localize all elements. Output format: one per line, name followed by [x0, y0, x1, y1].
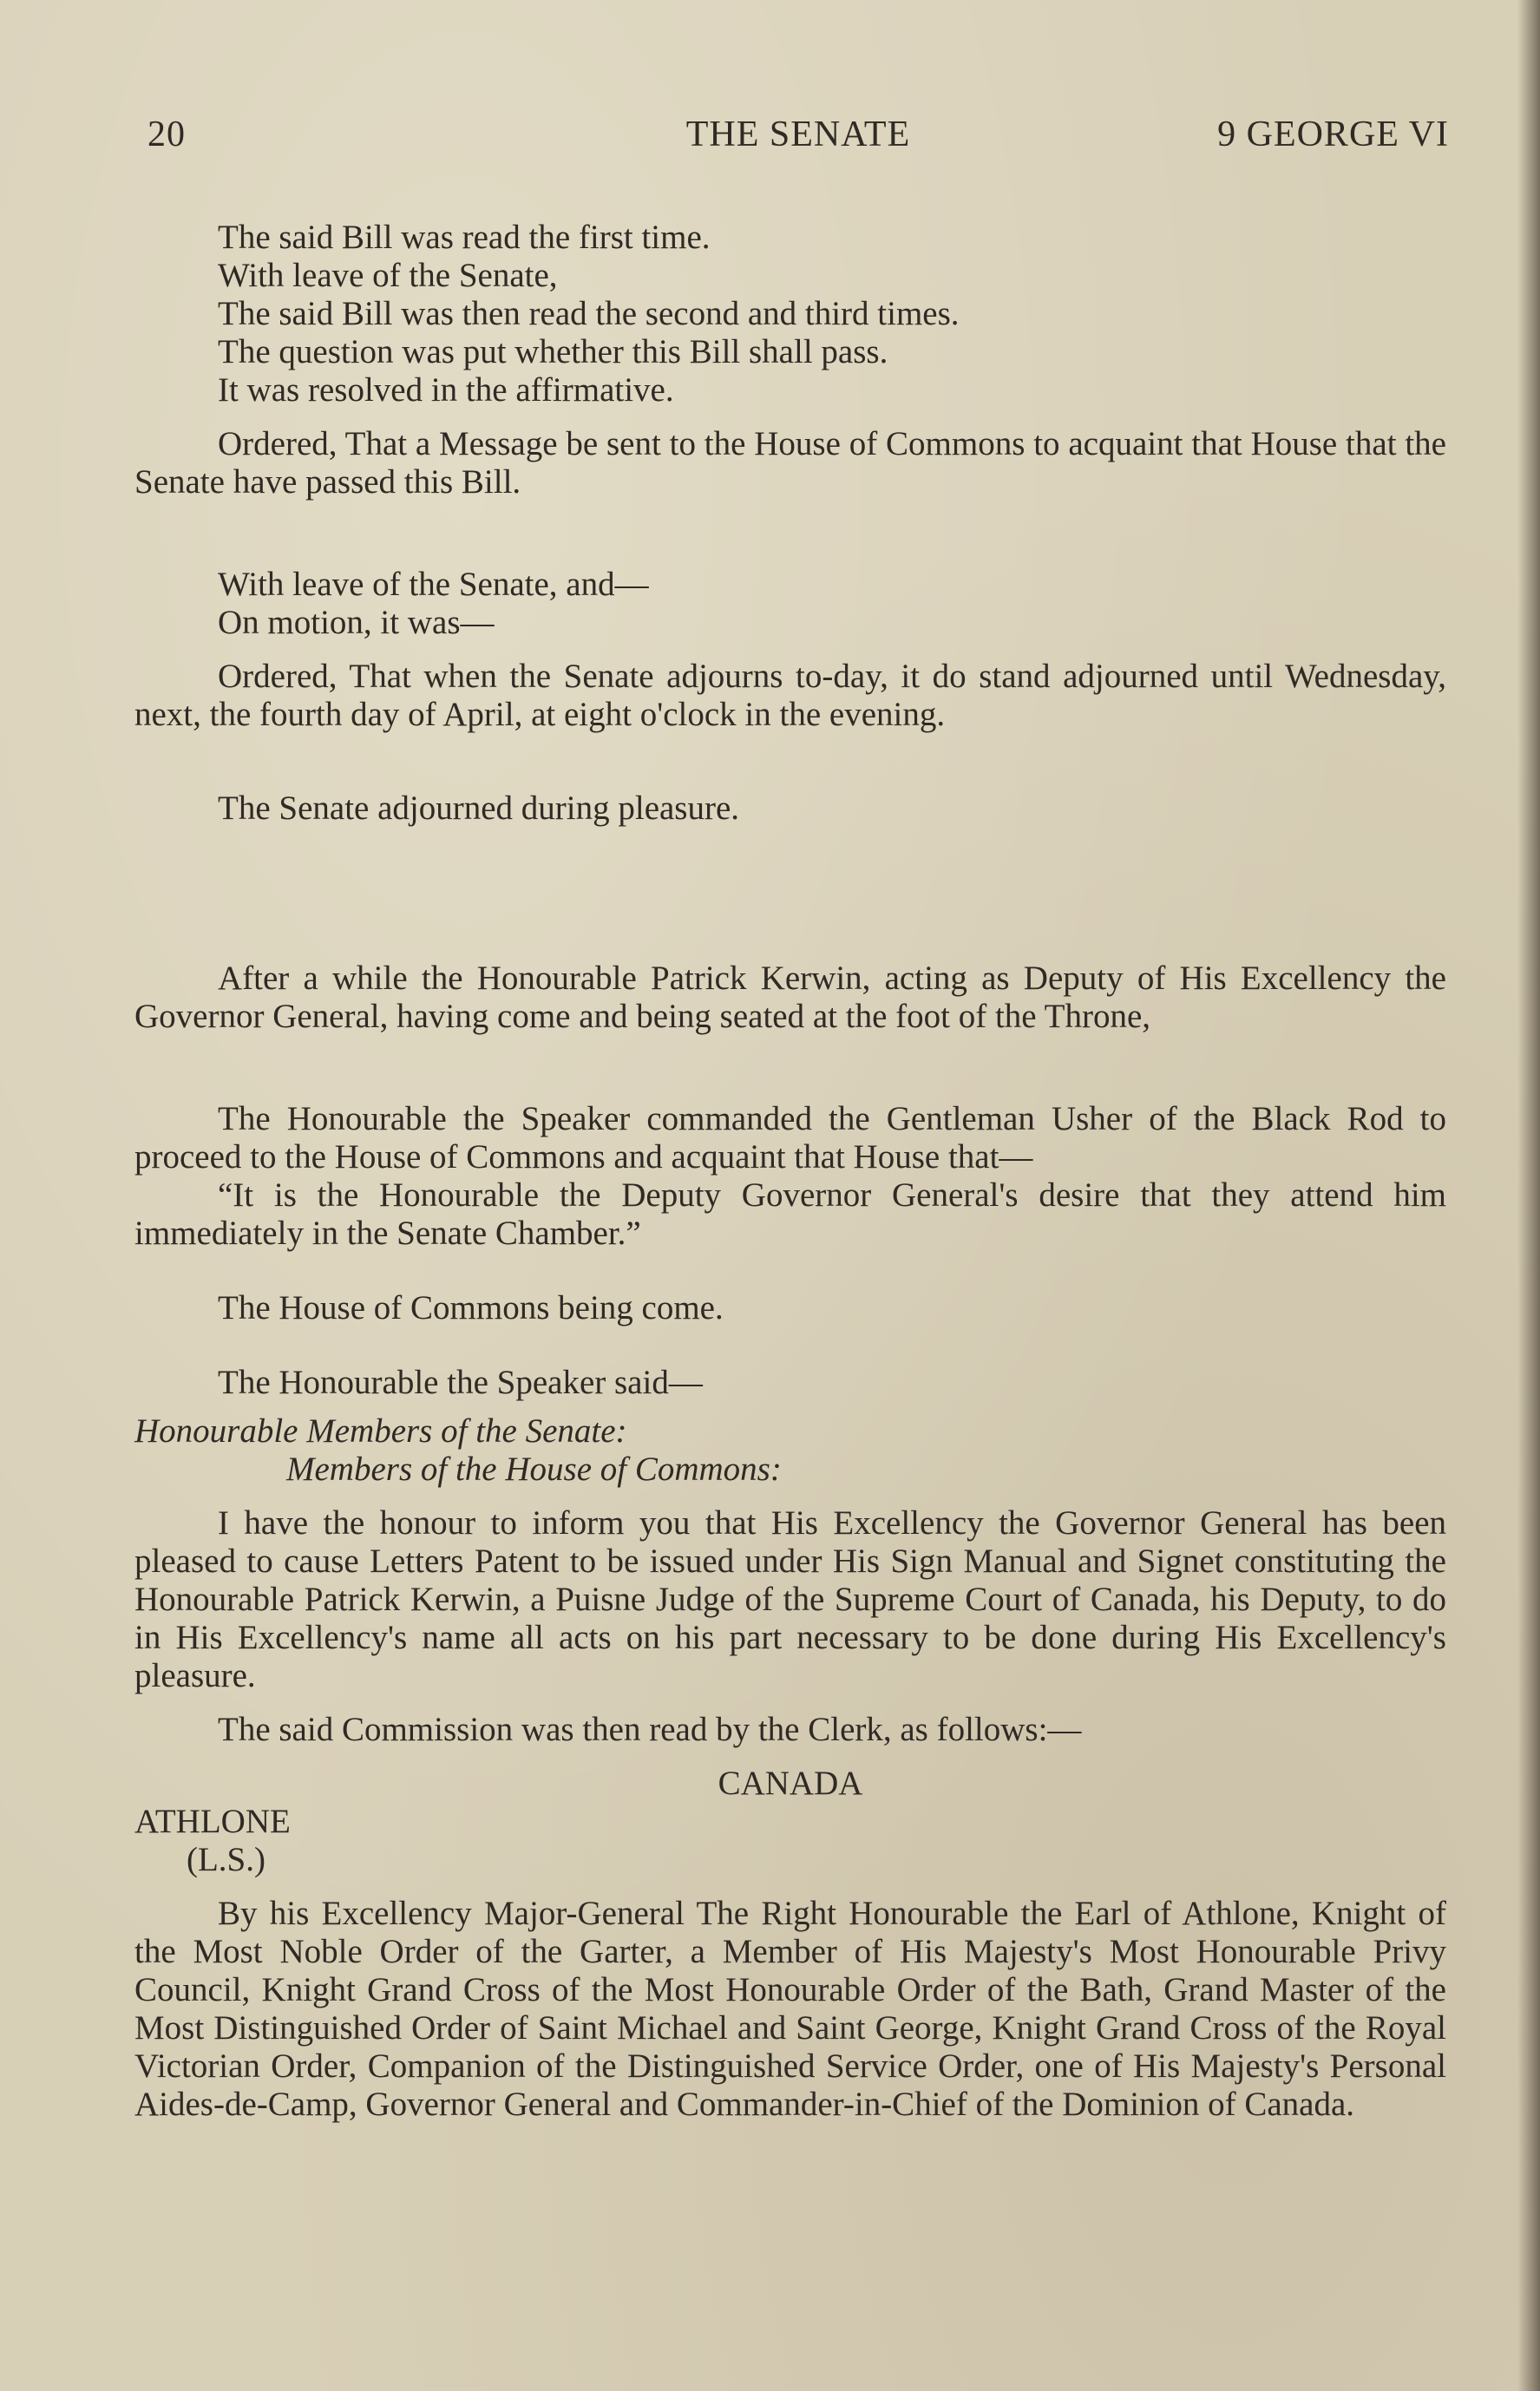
- text-line: The said Bill was read the first time.: [218, 219, 711, 256]
- paragraph-adjourned-pleasure: The Senate adjourned during pleasure.: [218, 789, 740, 827]
- seal-ls: (L.S.): [187, 1841, 265, 1878]
- text-line: On motion, it was—: [218, 604, 495, 641]
- heading-canada: CANADA: [718, 1765, 863, 1802]
- paragraph-speaker-said: The Honourable the Speaker said—: [218, 1364, 703, 1401]
- text-line: With leave of the Senate,: [218, 257, 558, 294]
- paragraph-commons-come: The House of Commons being come.: [218, 1289, 724, 1327]
- paragraph-deputy-arrival: After a while the Honourable Patrick Kerwin, acting as Deputy of His Excellency the Governor General, having come and being seated at the foot of the Throne,: [134, 960, 1446, 1035]
- address-commons: Members of the House of Commons:: [286, 1451, 782, 1488]
- paragraph-commission-read: The said Commission was then read by the Clerk, as follows:—: [218, 1711, 1082, 1748]
- paragraph-adjournment-order: Ordered, That when the Senate adjourns to-day, it do stand adjourned until Wednesday, next, the fourth day of April, at eight o'clock in the evening.: [134, 658, 1446, 733]
- paragraph-speech: I have the honour to inform you that His Excellency the Governor General has been pleased to cause Letters Patent to be issued under His Sign Manual and Signet constituting the Honourable Patrick Kerwin, a Puisne Judge of the Supreme Court of Canada, his Deputy, to do in His Excellency's name all acts on his part necessary to be done during His Excellency's pleasure.: [134, 1504, 1446, 1694]
- page-header: [147, 113, 1449, 156]
- regnal-year: 9 GEORGE VI: [1217, 115, 1449, 154]
- text-line: The question was put whether this Bill shall pass.: [218, 333, 888, 370]
- paragraph-speaker-command: The Honourable the Speaker commanded the Gentleman Usher of the Black Rod to proceed to the House of Commons and acquaint that House that—: [134, 1100, 1446, 1176]
- page-body: [134, 219, 1446, 2124]
- address-senate: Honourable Members of the Senate:: [134, 1412, 627, 1450]
- paragraph-quote: “It is the Honourable the Deputy Governor General's desire that they attend him immediately in the Senate Chamber.”: [134, 1176, 1446, 1252]
- text-line: It was resolved in the affirmative.: [218, 371, 674, 409]
- text-line: With leave of the Senate, and—: [218, 566, 649, 603]
- paragraph-message: Ordered, That a Message be sent to the House of Commons to acquaint that House that the Senate have passed this Bill.: [134, 425, 1446, 501]
- paragraph-excellency-titles: By his Excellency Major-General The Right Honourable the Earl of Athlone, Knight of the Most Noble Order of the Garter, a Member of His Majesty's Most Honourable Privy Council, Knight Grand Cross of the Most Honourable Order of the Bath, Grand Master of the Most Distinguished Order of Saint Michael and Saint George, Knight Grand Cross of the Royal Victorian Order, Companion of the Distinguished Service Order, one of His Majesty's Personal Aides-de-Camp, Governor General and Commander-in-Chief of the Dominion of Canada.: [134, 1895, 1446, 2123]
- page-edge-shadow: [1517, 0, 1540, 2391]
- signature-athlone: ATHLONE: [134, 1803, 291, 1840]
- page-number: 20: [147, 115, 186, 154]
- text-line: The said Bill was then read the second and third times.: [218, 295, 960, 332]
- running-title: THE SENATE: [685, 115, 911, 154]
